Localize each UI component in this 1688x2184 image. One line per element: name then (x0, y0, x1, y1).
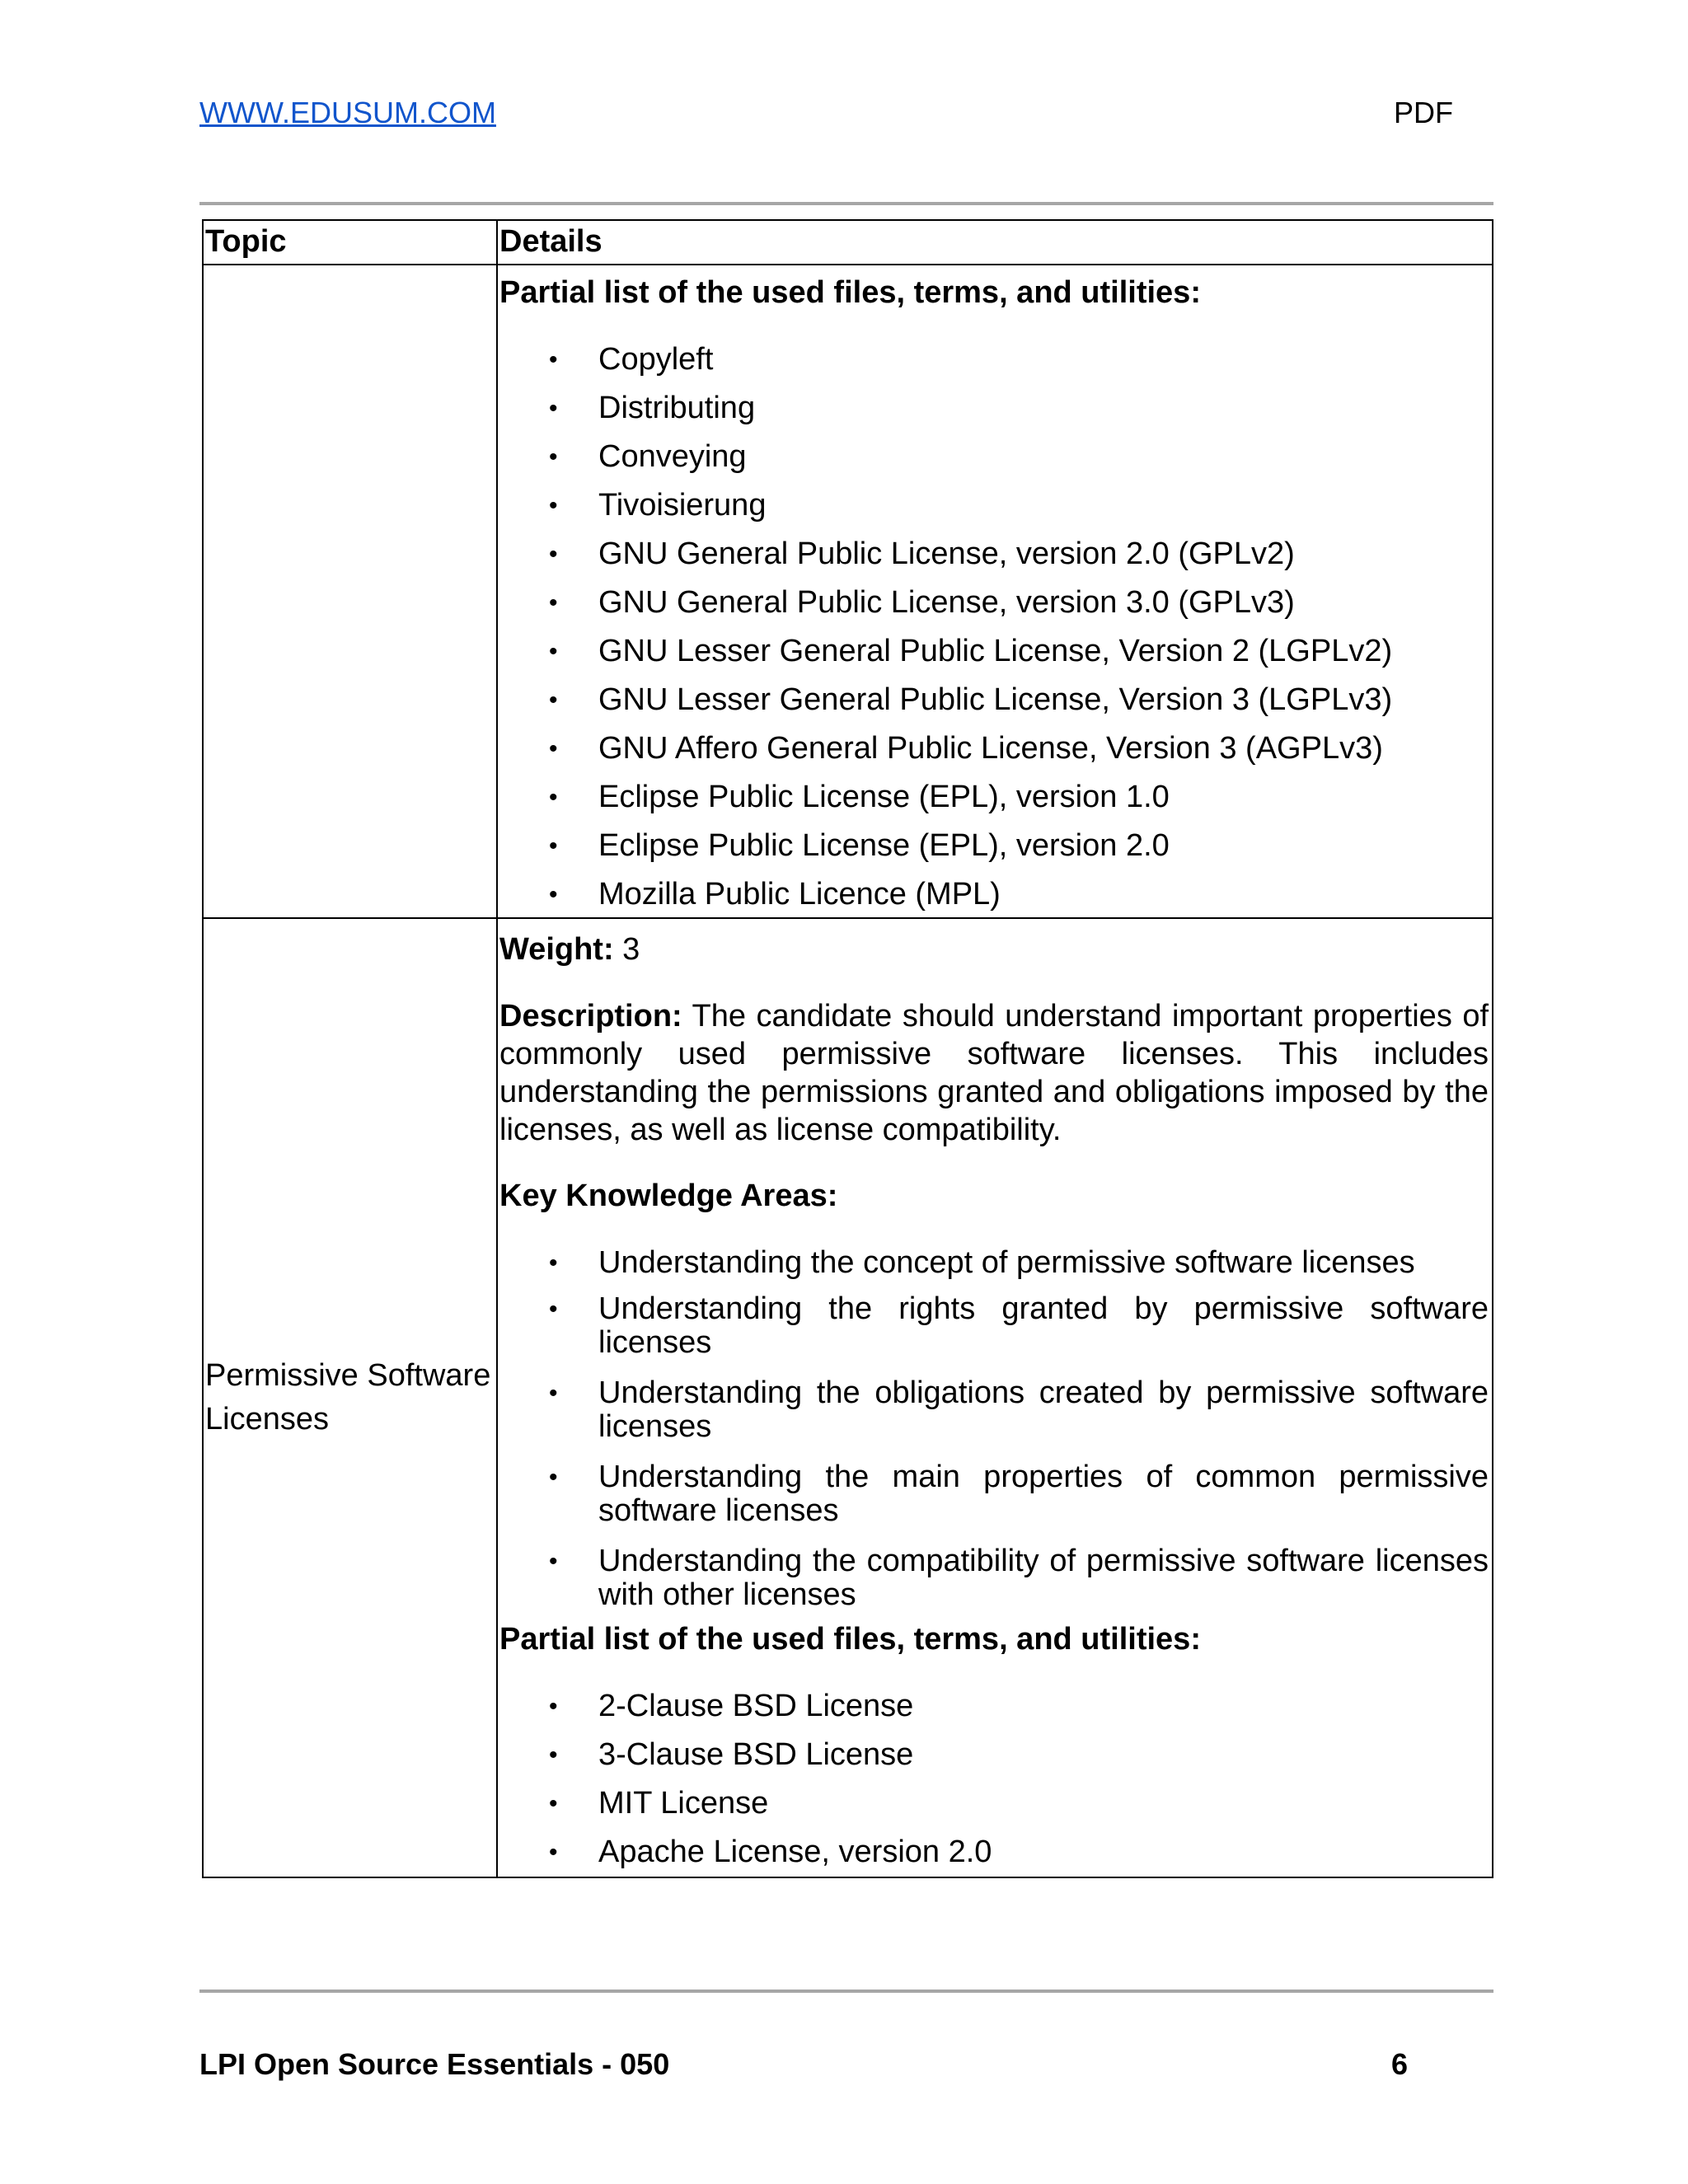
partial-list (499, 340, 1489, 914)
list-item: • GNU General Public License, version 2.0 (GPLv2) (499, 535, 1489, 574)
list-item: • GNU Affero General Public License, Version 3 (AGPLv3) (499, 729, 1489, 768)
weight-label: Weight: (499, 932, 614, 967)
column-header-topic: Topic (203, 220, 497, 265)
partial-list-heading: Partial list of the used files, terms, and utilities: (499, 1622, 1201, 1657)
table-row (203, 265, 1493, 918)
description-text: The candidate should understand important properties of commonly used permissive software licenses. This includes understanding the permissions granted and obligations imposed by the licenses, as well as license compatibility. (499, 999, 1489, 1147)
site-link[interactable]: WWW.EDUSUM.COM (199, 96, 496, 129)
list-item: • GNU Lesser General Public License, Version 3 (LGPLv3) (499, 681, 1489, 719)
list-item: • Distributing (499, 389, 1489, 428)
weight-line (499, 930, 1489, 969)
list-item: • Mozilla Public Licence (MPL) (499, 875, 1489, 914)
list-item: • GNU Lesser General Public License, Version 2 (LGPLv2) (499, 632, 1489, 671)
list-item: • 3-Clause BSD License (499, 1736, 1489, 1774)
topic-cell: Permissive Software Licenses (203, 918, 497, 1877)
details-cell (497, 265, 1493, 918)
footer-title: LPI Open Source Essentials - 050 (199, 2047, 670, 2081)
table-row (203, 918, 1493, 1877)
list-item: • Understanding the concept of permissive software licenses (499, 1244, 1489, 1282)
list-item: • Understanding the obligations created by permissive software licenses (499, 1376, 1489, 1444)
list-item: • GNU General Public License, version 3.0 (GPLv3) (499, 583, 1489, 622)
details-cell (497, 918, 1493, 1877)
list-item: • Understanding the rights granted by permissive software licenses (499, 1292, 1489, 1360)
list-item: • Tivoisierung (499, 486, 1489, 525)
key-areas-list (499, 1244, 1489, 1612)
key-areas-heading: Key Knowledge Areas: (499, 1179, 838, 1213)
list-item: • Understanding the compatibility of permissive software licenses with other licenses (499, 1544, 1489, 1612)
footer-divider (199, 1990, 1493, 1993)
partial-list (499, 1687, 1489, 1872)
doc-type-label: PDF (1394, 96, 1453, 129)
page-number: 6 (1391, 2047, 1409, 2081)
list-item: • Copyleft (499, 340, 1489, 379)
list-item: • Apache License, version 2.0 (499, 1833, 1489, 1872)
list-item: • Eclipse Public License (EPL), version 1.0 (499, 778, 1489, 817)
table-header-row (203, 220, 1493, 265)
partial-list-heading: Partial list of the used files, terms, and utilities: (499, 275, 1201, 310)
list-item: • Conveying (499, 438, 1489, 476)
weight-value: 3 (622, 932, 640, 967)
list-item: • MIT License (499, 1784, 1489, 1823)
topic-cell (203, 265, 497, 918)
column-header-details: Details (497, 220, 1493, 265)
header-divider (199, 202, 1493, 205)
topics-table (202, 219, 1493, 1878)
list-item: • 2-Clause BSD License (499, 1687, 1489, 1726)
list-item: • Eclipse Public License (EPL), version 2.0 (499, 827, 1489, 865)
list-item: • Understanding the main properties of common permissive software licenses (499, 1460, 1489, 1528)
description-label: Description: (499, 999, 682, 1033)
description-paragraph (499, 997, 1489, 1149)
